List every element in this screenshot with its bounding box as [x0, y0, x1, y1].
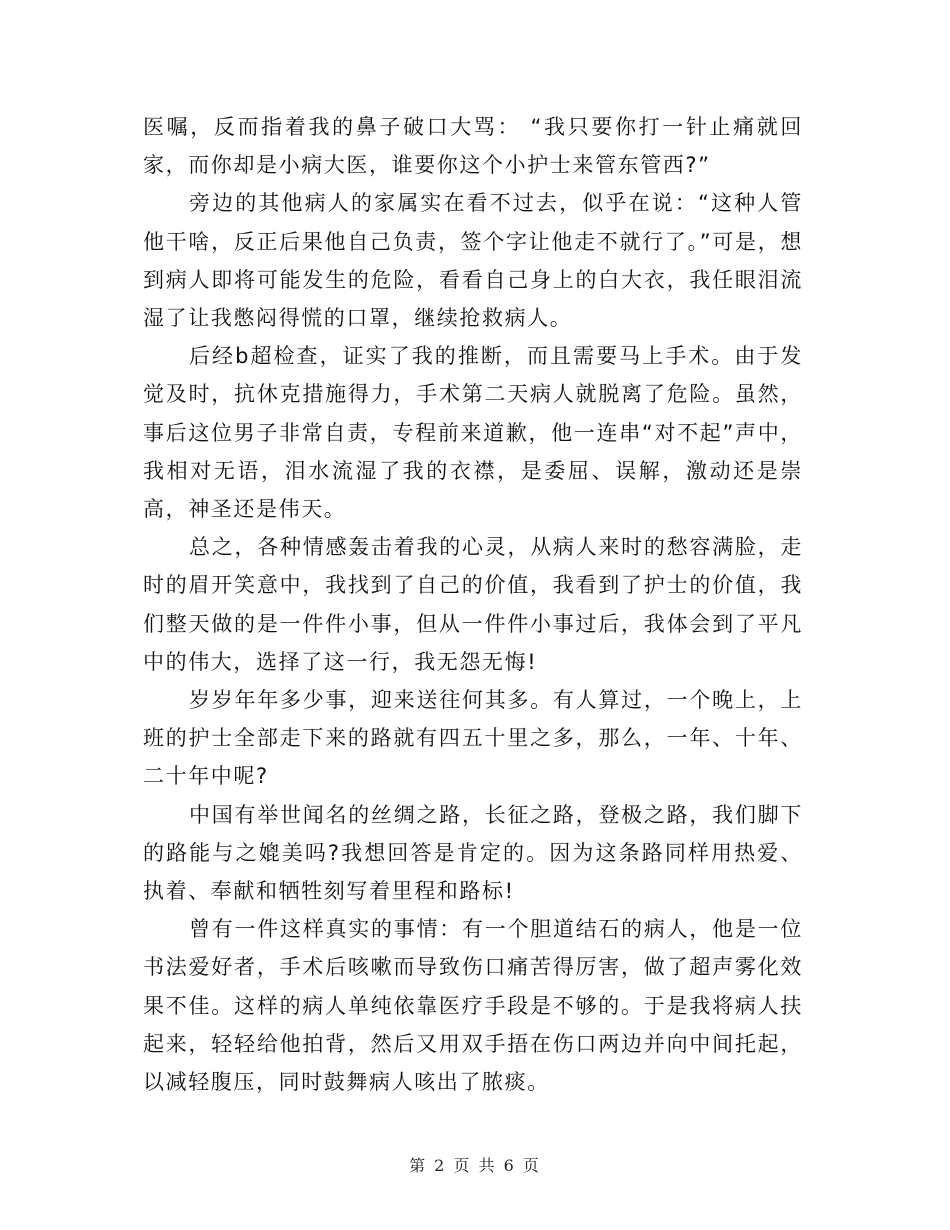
- page-footer: [0, 1153, 950, 1176]
- paragraph-6: 中国有举世闻名的丝绸之路，长征之路，登极之路，我们脚下的路能与之媲美吗?我想回答是肯定的。因为这条路同样用热爱、执着、奉献和牺牲刻写着里程和路标!: [143, 802, 803, 904]
- paragraph-2: 旁边的其他病人的家属实在看不过去，似乎在说：“这种人管他干啥，反正后果他自己负责，签个字让他走不就行了。”可是，想到病人即将可能发生的危险，看看自己身上的白大衣，我任眼泪流湿了让我憋闷得慌的口罩，继续抢救病人。: [143, 191, 803, 331]
- paragraph-7: 曾有一件这样真实的事情：有一个胆道结石的病人，他是一位书法爱好者，手术后咳嗽而导致伤口痛苦得厉害，做了超声雾化效果不佳。这样的病人单纯依靠医疗手段是不够的。于是我将病人扶起来，轻轻给他拍背，然后又用双手捂在伤口两边并向中间托起，以减轻腹压，同时鼓舞病人咳出了脓痰。: [143, 917, 803, 1095]
- page-number-label: 第 2 页 共 6 页: [409, 1156, 541, 1175]
- paragraph-4: 总之，各种情感轰击着我的心灵，从病人来时的愁容满脸，走时的眉开笑意中，我找到了自己的价值，我看到了护士的价值，我们整天做的是一件件小事，但从一件件小事过后，我体会到了平凡中的伟大，选择了这一行，我无怨无悔!: [143, 535, 803, 674]
- paragraph-5: 岁岁年年多少事，迎来送往何其多。有人算过，一个晚上，上班的护士全部走下来的路就有四五十里之多，那么，一年、十年、二十年中呢?: [143, 688, 803, 789]
- paragraph-3: 后经b超检查，证实了我的推断，而且需要马上手术。由于发觉及时，抗休克措施得力，手术第二天病人就脱离了危险。虽然，事后这位男子非常自责，专程前来道歉，他一连串“对不起”声中，我相对无语，泪水流湿了我的衣襟，是委屈、误解，激动还是崇高，神圣还是伟天。: [143, 344, 803, 522]
- document-body: [143, 108, 803, 1101]
- paragraph-1: 医嘱，反而指着我的鼻子破口大骂： “我只要你打一针止痛就回家，而你却是小病大医，谁要你这个小护士来管东管西?”: [143, 115, 803, 178]
